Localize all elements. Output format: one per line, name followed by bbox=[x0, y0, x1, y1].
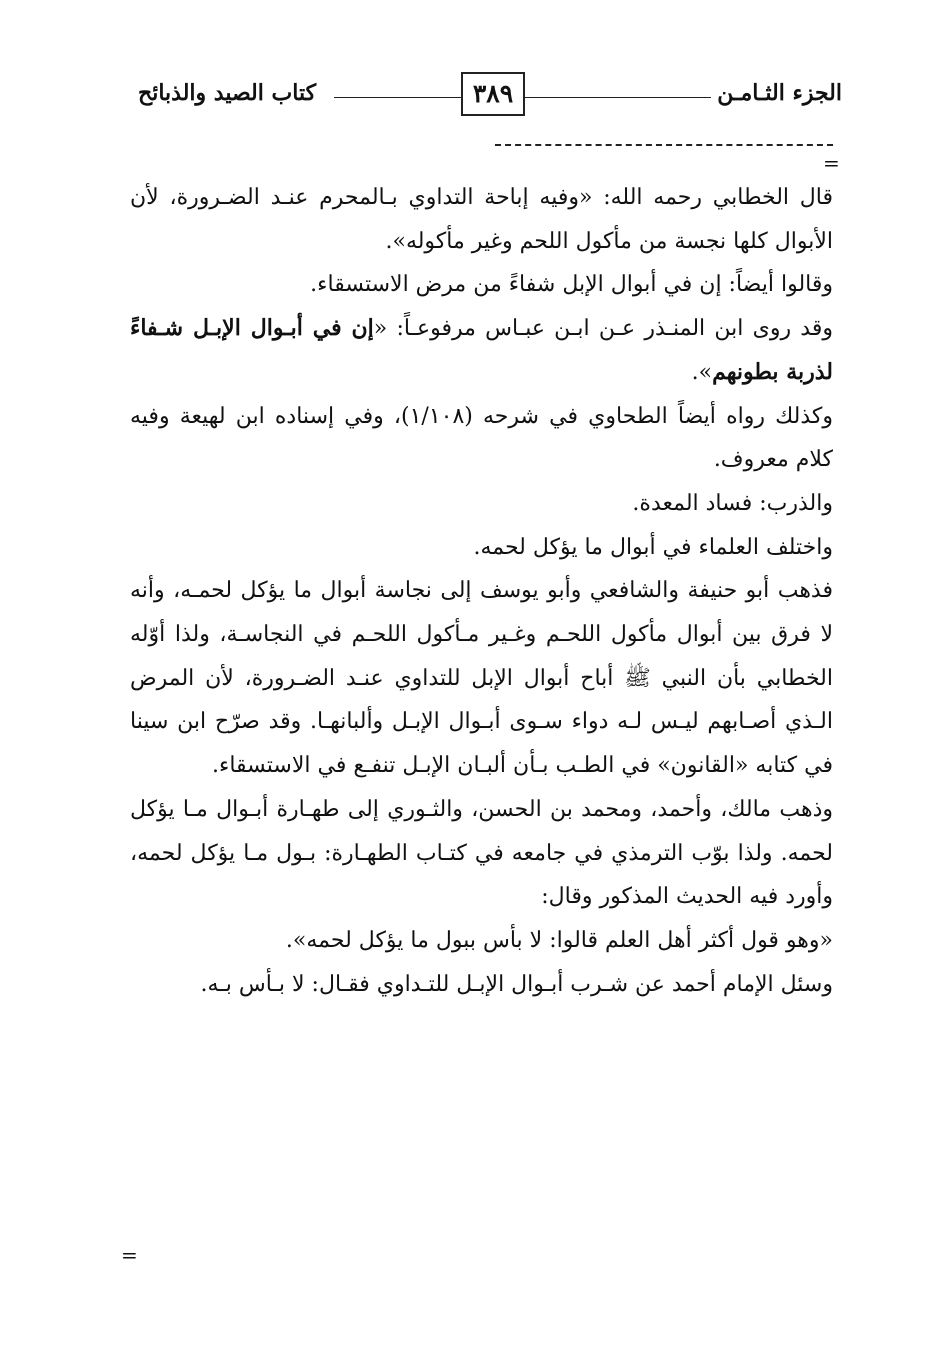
volume-title: الجزء الثـامـن bbox=[717, 80, 842, 106]
paragraph: وسئل الإمام أحمد عن شـرب أبـوال الإبـل للتـداوي فقـال: لا بـأس بـه. bbox=[200, 971, 833, 997]
paragraph: وقد روى ابن المنـذر عـن ابـن عبـاس مرفوعـاً: «إن في أبـوال الإبـل شـفاءً لذربة بطونهم». bbox=[130, 315, 833, 385]
page-header bbox=[0, 0, 934, 175]
book-title: كتاب الصيد والذبائح bbox=[138, 80, 317, 106]
paragraph: والذرب: فساد المعدة. bbox=[632, 490, 833, 516]
header-rule-right bbox=[525, 97, 711, 98]
continuation-mark-top: = bbox=[823, 151, 840, 175]
page-body bbox=[130, 176, 833, 1006]
paragraph: واختلف العلماء في أبوال ما يؤكل لحمه. bbox=[473, 534, 833, 560]
hadith-quote: إن في أبـوال الإبـل شـفاءً لذربة بطونهم bbox=[130, 315, 833, 385]
paragraph: وذهب مالك، وأحمد، ومحمد بن الحسن، والثـوري إلى طهـارة أبـوال مـا يؤكل لحمه. ولذا بوّب الترمذي في جامعه في كتـاب الطهـارة: بـول مـا يؤكل لحمه، وأورد فيه الحديث المذكور وقال: bbox=[130, 796, 833, 910]
header-rule-left bbox=[334, 97, 461, 98]
paragraph: فذهب أبو حنيفة والشافعي وأبو يوسف إلى نجاسة أبوال ما يؤكل لحمـه، وأنه لا فرق بين أبوال مأكول اللحـم وغـير مـأكول اللحـم في النجاسـة، ولذا أوّله الخطابي بأن النبي ﷺ أباح أبوال الإبل للتداوي عنـد الضـرورة، لأن المرض الـذي أصـابهم ليـس لـه دواء سـوى أبـوال الإبـل وألبانهـا. وقد صرّح ابن سينا في كتابه «القانون» في الطـب بـأن ألبـان الإبـل تنفـع في الاستسقاء. bbox=[130, 578, 833, 779]
page-number: ٣٨٩ bbox=[461, 72, 525, 116]
paragraph: وكذلك رواه أيضاً الطحاوي في شرحه (١/١٠٨)، وفي إسناده ابن لهيعة وفيه كلام معروف. bbox=[130, 403, 834, 473]
header-dashed-rule bbox=[495, 144, 833, 146]
paragraph: «وهو قول أكثر أهل العلم قالوا: لا بأس ببول ما يؤكل لحمه». bbox=[285, 927, 833, 953]
paragraph: قال الخطابي رحمه الله: «وفيه إباحة التداوي بـالمحرم عنـد الضـرورة، لأن الأبوال كلها نجسة من مأكول اللحم وغير مأكوله». bbox=[130, 185, 833, 254]
paragraph: وقالوا أيضاً: إن في أبوال الإبل شفاءً من مرض الاستسقاء. bbox=[310, 272, 833, 298]
continuation-mark-bottom: = bbox=[121, 1243, 138, 1267]
